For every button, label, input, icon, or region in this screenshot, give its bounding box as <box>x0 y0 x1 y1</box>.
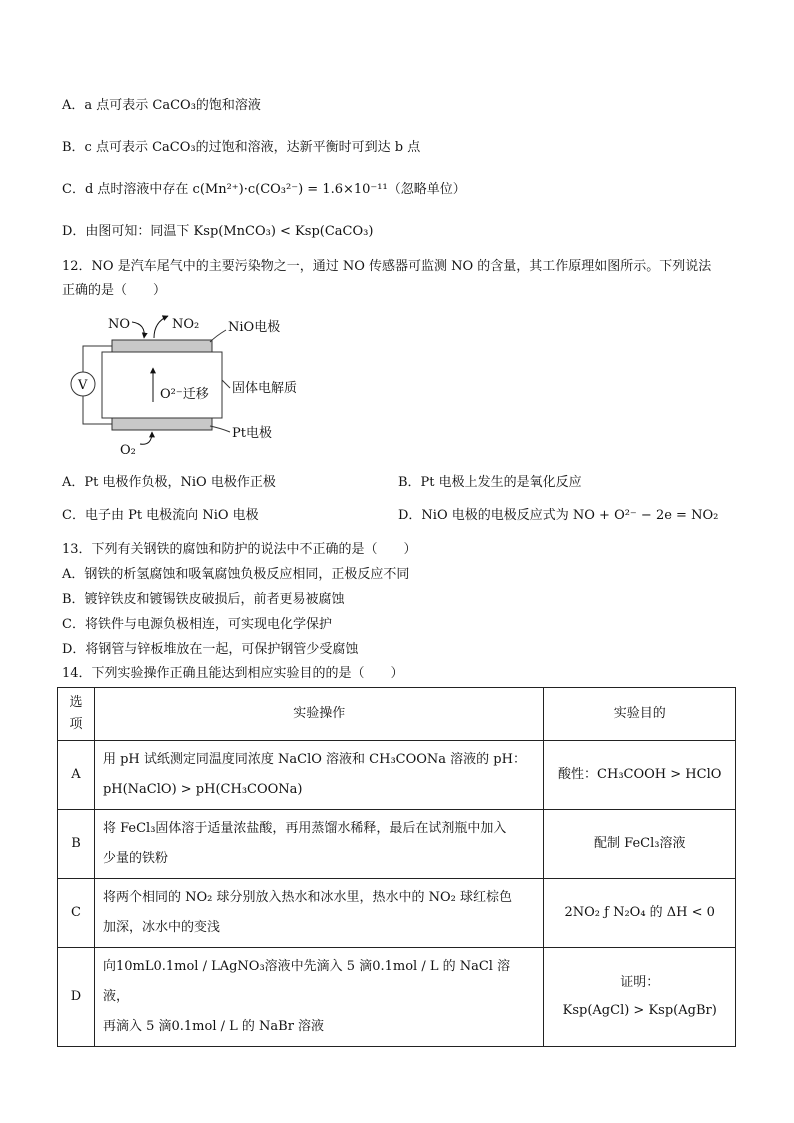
row-option: A <box>58 741 95 810</box>
q12-stem-line2: 正确的是（ ） <box>62 283 167 298</box>
q13-option-b: B．镀锌铁皮和镀锡铁皮破损后，前者更易被腐蚀 <box>62 592 345 607</box>
pt-electrode-label: Pt电极 <box>232 426 272 441</box>
table-row <box>58 741 736 810</box>
table-row <box>58 948 736 1047</box>
q12-option-a: A．Pt 电极作负极，NiO 电极作正极 <box>62 475 276 490</box>
q12-stem-line1: 12．NO 是汽车尾气中的主要污染物之一，通过 NO 传感器可监测 NO 的含量，其工作原理如图所示。下列说法 <box>62 259 712 274</box>
voltmeter-label: V <box>78 378 88 393</box>
q12-option-b: B．Pt 电极上发生的是氧化反应 <box>398 475 582 490</box>
row-operation: 将 FeCl₃固体溶于适量浓盐酸，再用蒸馏水稀释，最后在试剂瓶中加入 少量的铁粉 <box>94 810 544 879</box>
q13-option-c: C．将铁件与电源负极相连，可实现电化学保护 <box>62 617 332 632</box>
q13-stem: 13．下列有关钢铁的腐蚀和防护的说法中不正确的是（ ） <box>62 542 417 557</box>
row-option: C <box>58 879 95 948</box>
no-sensor-diagram <box>60 308 320 460</box>
row-goal: 配制 FeCl₃溶液 <box>544 810 736 879</box>
table-header-row <box>58 688 736 741</box>
no2-out-arrow <box>154 316 168 338</box>
q11-option-d: D．由图可知：同温下 Ksp(MnCO₃) < Ksp(CaCO₃) <box>62 224 374 239</box>
o2-label: O₂ <box>120 443 136 458</box>
no2-label: NO₂ <box>172 317 200 332</box>
row-goal: 证明： Ksp(AgCl) > Ksp(AgBr) <box>544 948 736 1047</box>
nio-electrode-bar <box>112 340 212 352</box>
nio-electrode-label: NiO电极 <box>228 320 281 335</box>
row-option: D <box>58 948 95 1047</box>
row-goal: 2NO₂ ƒ N₂O₄ 的 ΔH < 0 <box>544 879 736 948</box>
electrolyte-leader-line <box>222 380 230 388</box>
q13-option-d: D．将钢管与锌板堆放在一起，可保护钢管少受腐蚀 <box>62 642 359 657</box>
migration-label: O²⁻迁移 <box>160 387 209 402</box>
pt-electrode-bar <box>112 418 212 430</box>
electrolyte-label: 固体电解质 <box>232 381 298 396</box>
o2-arrow <box>140 432 152 444</box>
nio-leader-line <box>210 330 226 342</box>
q11-option-c: C．d 点时溶液中存在 c(Mn²⁺)·c(CO₃²⁻) = 1.6×10⁻¹¹（忽略单位） <box>62 182 466 197</box>
row-goal: 酸性：CH₃COOH > HClO <box>544 741 736 810</box>
row-option: B <box>58 810 95 879</box>
row-operation: 向10mL0.1mol / LAgNO₃溶液中先滴入 5 滴0.1mol / L 的 NaCl 溶液， 再滴入 5 滴0.1mol / L 的 NaBr 溶液 <box>94 948 544 1047</box>
solid-electrolyte-box <box>102 352 222 418</box>
table-row <box>58 810 736 879</box>
row-operation: 用 pH 试纸测定同温度同浓度 NaClO 溶液和 CH₃COONa 溶液的 pH： pH(NaClO) > pH(CH₃COONa) <box>94 741 544 810</box>
q11-option-b: B．c 点可表示 CaCO₃的过饱和溶液，达新平衡时可到达 b 点 <box>62 140 421 155</box>
q14-stem: 14．下列实验操作正确且能达到相应实验目的的是（ ） <box>62 666 404 681</box>
row-operation: 将两个相同的 NO₂ 球分别放入热水和冰水里，热水中的 NO₂ 球红棕色 加深，冰水中的变浅 <box>94 879 544 948</box>
q11-option-a: A．a 点可表示 CaCO₃的饱和溶液 <box>62 98 261 113</box>
header-goal: 实验目的 <box>544 688 736 741</box>
no-in-arrow <box>132 322 144 338</box>
header-option: 选 项 <box>58 688 95 741</box>
q12-option-d: D．NiO 电极的电极反应式为 NO + O²⁻ − 2e = NO₂ <box>398 508 719 523</box>
q13-option-a: A．钢铁的析氢腐蚀和吸氧腐蚀负极反应相同，正极反应不同 <box>62 567 410 582</box>
no-label: NO <box>108 317 131 332</box>
table-row <box>58 879 736 948</box>
pt-leader-line <box>210 426 230 432</box>
q12-option-c: C．电子由 Pt 电极流向 NiO 电极 <box>62 508 259 523</box>
q14-table <box>57 687 736 1047</box>
header-operation: 实验操作 <box>94 688 544 741</box>
